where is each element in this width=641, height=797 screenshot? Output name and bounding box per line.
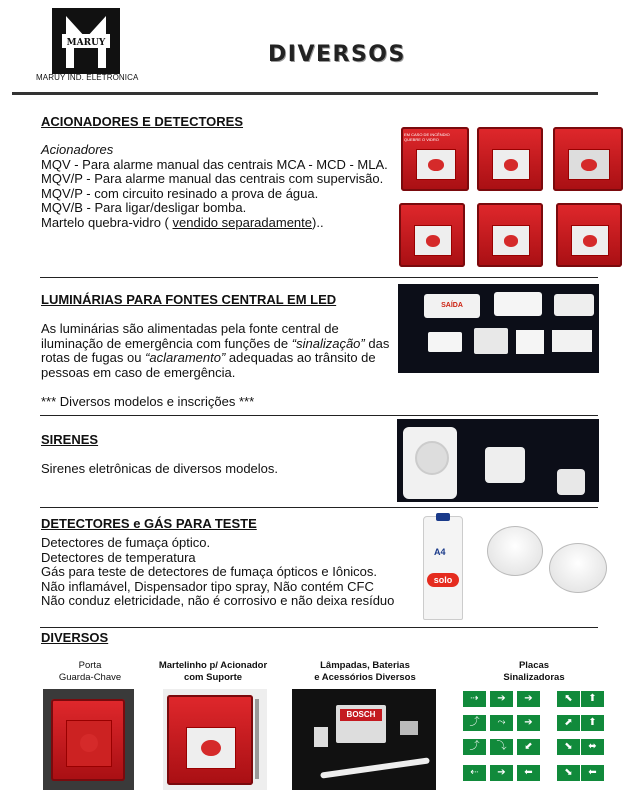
- acionador-photo: [556, 203, 622, 267]
- luminarias-text: As luminárias são alimentadas pela fonte central de iluminação de emergência com funções de “sinalização” das rotas de fugas ou “aclaramento” adequadas ao trânsito de pessoas em caso de emergência.: [41, 321, 390, 380]
- martelinho-photo: [163, 689, 267, 790]
- acionador-photo: [477, 203, 543, 267]
- divider: [40, 415, 598, 416]
- acionadores-subtitle: Acionadores: [41, 142, 114, 157]
- photo-label: QUEBRE O VIDRO: [404, 137, 439, 142]
- saida-sign: SAÍDA: [424, 294, 480, 318]
- battery-brand: BOSCH: [340, 709, 382, 721]
- acionador-photo: [553, 127, 623, 191]
- heat-detector-photo: [549, 543, 607, 593]
- acionadores-line: MQV/P - Para alarme manual das centrais com supervisão.: [41, 171, 384, 186]
- acionador-photo: [399, 203, 465, 267]
- divider: [40, 627, 598, 628]
- acionadores-line: MQV/P - com circuito resinado a prova de água.: [41, 185, 319, 201]
- acionadores-line: MQV/B - Para ligar/desligar bomba.: [41, 200, 247, 215]
- smoke-detector-photo: [487, 526, 543, 576]
- placas-sinalizadoras-photo: ⇢ ➔ ➔ ⬉ ⬆ ⤴ ⤳ ➔ ⬈ ⬆ ⤴ ⤵ ⬋ ⬊ ⬌ ⇠ ➔ ⬅ ⬊ ⬅: [461, 689, 604, 790]
- sirenes-photo: [397, 419, 599, 502]
- item-caption: Placas Sinalizadoras: [503, 660, 565, 683]
- item-caption: Lâmpadas, Baterias e Acessórios Diversos: [314, 660, 416, 683]
- sirenes-text: Sirenes eletrônicas de diversos modelos.: [41, 461, 279, 476]
- section-title-diversos: DIVERSOS: [41, 630, 109, 645]
- section-title-luminarias: LUMINÁRIAS PARA FONTES CENTRAL EM LED: [41, 292, 337, 307]
- can-brand: solo: [427, 573, 459, 587]
- divider: [40, 277, 598, 278]
- martelo-line: Martelo quebra-vidro ( vendido separadamente)..: [41, 214, 324, 230]
- luminarias-photo: [398, 284, 599, 373]
- company-name: MARUY IND. ELETRÔNICA: [36, 73, 139, 82]
- section-title-sirenes: SIRENES: [41, 432, 99, 447]
- logo-text: MARUY: [66, 38, 106, 48]
- item-caption: Martelinho p/ Acionador com Suporte: [158, 660, 268, 683]
- photo-label: EM CASO DE INCÊNDIO: [404, 132, 450, 137]
- maruy-logo: [52, 8, 120, 74]
- section-title-acionadores: ACIONADORES E DETECTORES: [41, 114, 244, 129]
- header-rule: [12, 92, 598, 95]
- gas-can: A4 solo: [423, 516, 463, 620]
- luminarias-note: *** Diversos modelos e inscrições ***: [41, 394, 255, 409]
- detectores-text: Detectores de fumaça óptico. Detectores de temperatura Gás para teste de detectores de fumaça ópticos e Iônicos. Não inflamável, Dispensador tipo spray, Não contém CFC Não conduz eletricidade, não é corrosivo e não deixa resíduo: [41, 535, 395, 608]
- divider: [40, 507, 598, 508]
- porta-guarda-chave-photo: [43, 689, 134, 790]
- acionador-photo: [477, 127, 543, 191]
- acionadores-line: MQV - Para alarme manual das centrais MCA - MCD - MLA.: [41, 156, 388, 172]
- section-title-detectores: DETECTORES e GÁS PARA TESTE: [41, 516, 257, 531]
- item-caption: Porta Guarda-Chave: [58, 660, 122, 683]
- page-title: DIVERSOS: [268, 42, 406, 67]
- acionadores-text: [41, 143, 388, 230]
- acessorios-photo: [292, 689, 436, 790]
